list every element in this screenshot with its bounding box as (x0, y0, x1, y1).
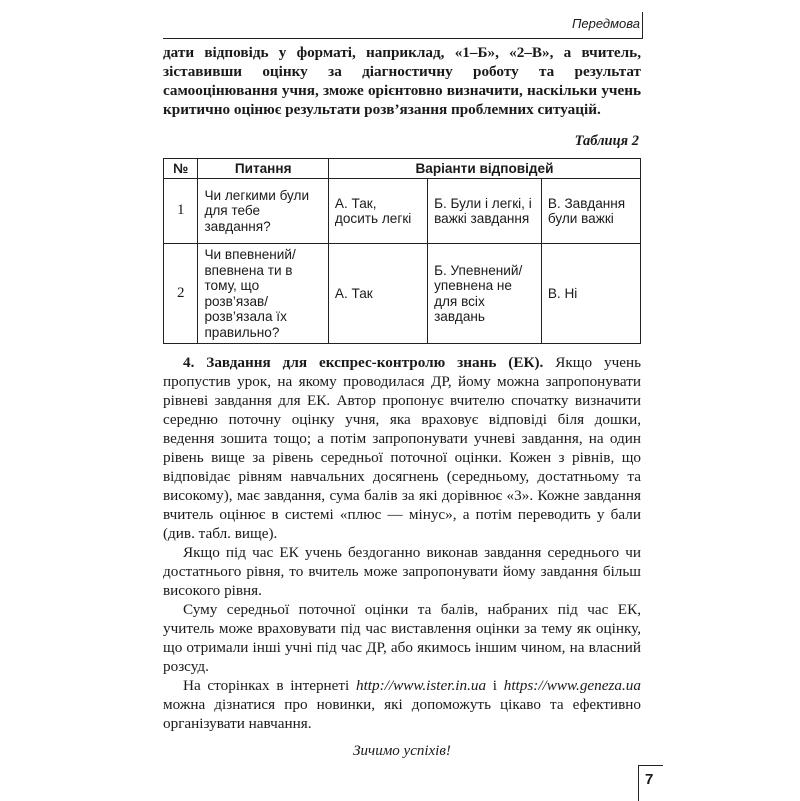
paragraph-4 (163, 676, 641, 733)
answer-v: В. Ні (541, 244, 640, 344)
section-4-heading: 4. Завдання для експрес-контролю знань (ЕК). (183, 354, 544, 371)
answer-b: Б. Упевнений/упевнена не для всіх завдань (428, 244, 542, 344)
intro-paragraph: дати відповідь у форматі, наприклад, «1–Б», «2–В», а вчитель, зіставивши оцінку за діагностичну роботу та результат самооцінювання учня, зможе орієнтовно визначити, наскільки учень критично оцінює результати розв’язання проблемних ситуацій. (163, 44, 641, 118)
link-geneza[interactable]: https://www.geneza.ua (503, 677, 641, 694)
paragraph-2: Якщо під час ЕК учень бездоганно виконав завдання середнього чи достатнього рівня, то вчитель може запропонувати йому завдання більш високого рівня. (163, 544, 641, 599)
header-rule (163, 38, 643, 39)
answer-v: В. Завдання були важкі (541, 179, 640, 244)
header-variants: Варіанти відповідей (328, 159, 640, 179)
running-title: Передмова (571, 16, 640, 31)
paragraph-3: Суму середньої поточної оцінки та балів, набраних під час ЕК, учитель може враховувати під час виставлення оцінки за тему як оцінку, що отримали інші учні під час ДР, або якимось іншим чином, на власний розсуд. (163, 601, 641, 675)
header-num: № (164, 159, 198, 179)
table-2 (163, 158, 641, 344)
header-divider (642, 12, 643, 39)
answer-a: А. Так (328, 244, 427, 344)
row-question: Чи легкими були для тебе завдання? (198, 179, 328, 244)
header-question: Питання (198, 159, 328, 179)
section-4-text: Якщо учень пропустив урок, на якому проводилася ДР, йому можна запропонувати рівневі завдання для ЕК. Автор пропонує вчителю спочатку визначити середню поточну оцінку учня, яка враховує відповіді біля дошки, ведення зошита тощо; а потім запропонувати учневі завдання, на один рівень вище за рівень середньої поточної оцінки. Кожен з рівнів, що відповідає рівням навчальних досягнень (середньому, достатньому та високому), має завдання, сума балів за які дорівнює «3». Кожне завдання вчитель оцінює в системі «плюс — мінус», а потім переводить у бали (див. табл. вище). (163, 354, 642, 542)
p4-middle: і (486, 677, 504, 694)
table-row (164, 179, 641, 244)
p4-after: можна дізнатися про новинки, які допоможуть цікаво та ефективно організувати навчання. (163, 696, 641, 732)
page-content (163, 43, 641, 761)
table-caption: Таблиця 2 (574, 133, 639, 149)
p4-before: На сторінках в інтернеті (183, 677, 356, 694)
link-ister[interactable]: http://www.ister.in.ua (355, 677, 487, 694)
table-header-row (164, 159, 641, 179)
answer-b: Б. Були і легкі, і важкі завдання (428, 179, 542, 244)
row-number: 1 (164, 179, 198, 244)
answer-a: А. Так, досить легкі (328, 179, 427, 244)
page-number: 7 (645, 771, 654, 788)
table-row (164, 244, 641, 344)
row-question: Чи впевнений/впевнена ти в тому, що розв’язав/розв’язала їх правильно? (198, 244, 328, 344)
closing-wish: Зичимо успіхів! (353, 743, 451, 759)
section-4-paragraph (163, 353, 641, 543)
row-number: 2 (164, 244, 198, 344)
